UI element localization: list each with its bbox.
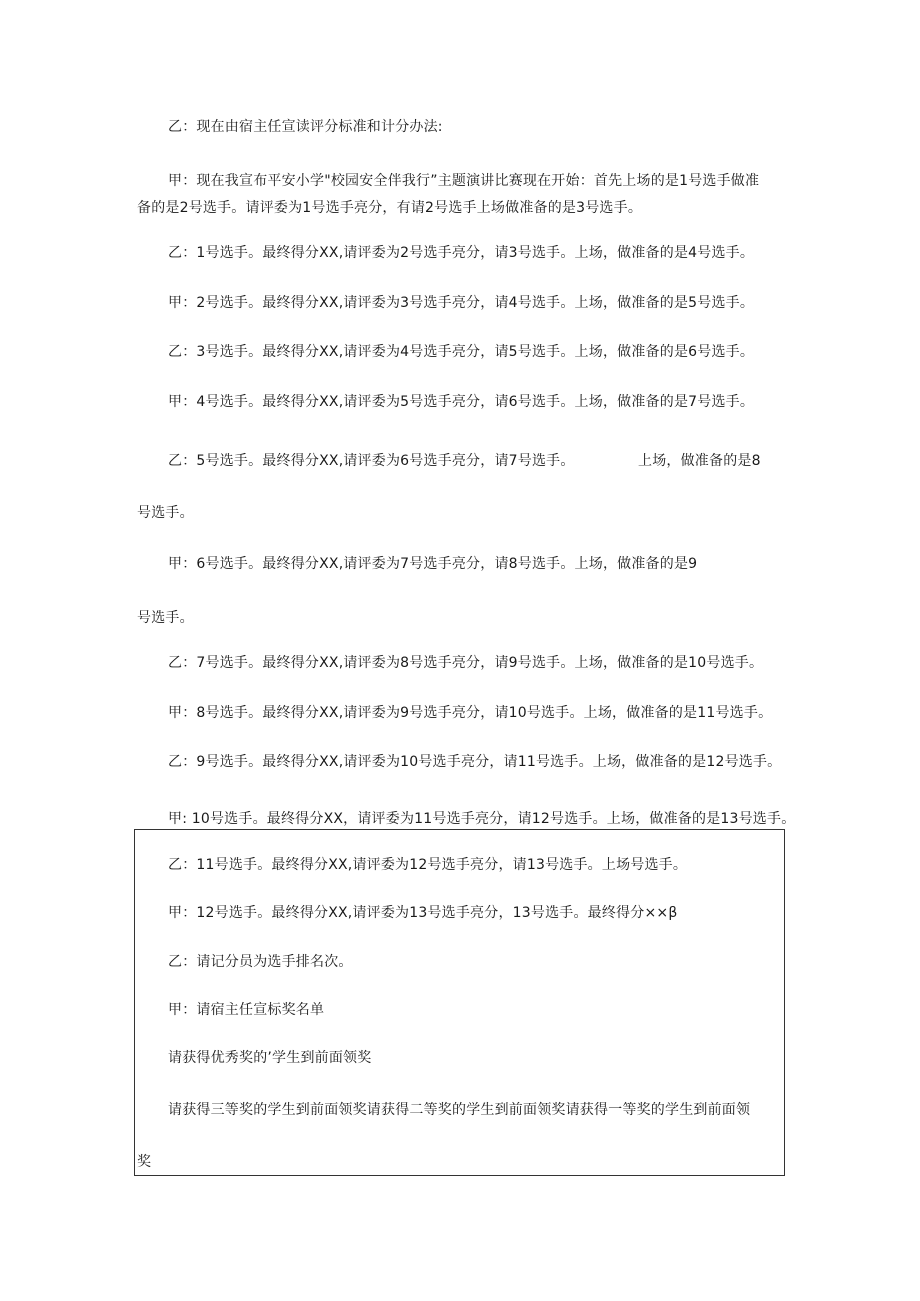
script-line-3: 乙：1号选手。最终得分XX,请评委为2号选手亮分，请3号选手。上场，做准备的是4号选手。 <box>168 245 755 261</box>
script-line-17: 请获得优秀奖的’学生到前面领奖 <box>168 1050 372 1066</box>
script-line-2-cont: 备的是2号选手。请评委为1号选手亮分，有请2号选手上场做准备的是3号选手。 <box>137 200 643 216</box>
script-line-11: 乙：9号选手。最终得分XX,请评委为10号选手亮分，请11号选手。上场，做准备的是12号选手。 <box>168 754 782 770</box>
script-line-7: 乙：5号选手。最终得分XX,请评委为6号选手亮分，请7号选手。 <box>168 453 575 469</box>
script-line-1: 乙：现在由宿主任宣读评分标准和计分办法: <box>168 119 443 135</box>
script-line-15: 乙：请记分员为选手排名次。 <box>168 954 353 970</box>
script-line-18-cont: 奖 <box>137 1154 152 1170</box>
script-line-10: 甲：8号选手。最终得分XX,请评委为9号选手亮分，请10号选手。上场，做准备的是11号选手。 <box>168 705 773 721</box>
script-line-7-cont: 号选手。 <box>137 505 194 521</box>
script-line-8: 甲：6号选手。最终得分XX,请评委为7号选手亮分，请8号选手。上场，做准备的是9 <box>168 556 698 572</box>
script-line-16: 甲：请宿主任宣标奖名单 <box>168 1002 325 1018</box>
script-line-8-cont: 号选手。 <box>137 610 194 626</box>
script-line-2: 甲：现在我宣布平安小学"校园安全伴我行”主题演讲比赛现在开始：首先上场的是1号选手做准 <box>168 173 760 189</box>
script-line-4: 甲：2号选手。最终得分XX,请评委为3号选手亮分，请4号选手。上场，做准备的是5号选手。 <box>168 295 755 311</box>
script-line-18: 请获得三等奖的学生到前面领奖请获得二等奖的学生到前面领奖请获得一等奖的学生到前面领 <box>168 1102 751 1118</box>
script-line-12: 甲: 10号选手。最终得分XX，请评委为11号选手亮分，请12号选手。上场，做准备的是13号选手。 <box>168 811 796 827</box>
script-line-5: 乙：3号选手。最终得分XX,请评委为4号选手亮分，请5号选手。上场，做准备的是6号选手。 <box>168 344 755 360</box>
script-line-7-tail: 上场，做准备的是8 <box>638 453 761 469</box>
script-line-6: 甲：4号选手。最终得分XX,请评委为5号选手亮分，请6号选手。上场，做准备的是7号选手。 <box>168 394 755 410</box>
script-line-14: 甲：12号选手。最终得分XX,请评委为13号选手亮分，13号选手。最终得分××β <box>168 905 678 921</box>
script-line-9: 乙：7号选手。最终得分XX,请评委为8号选手亮分，请9号选手。上场，做准备的是10号选手。 <box>168 655 764 671</box>
script-line-13: 乙：11号选手。最终得分XX,请评委为12号选手亮分，请13号选手。上场号选手。 <box>168 857 688 873</box>
